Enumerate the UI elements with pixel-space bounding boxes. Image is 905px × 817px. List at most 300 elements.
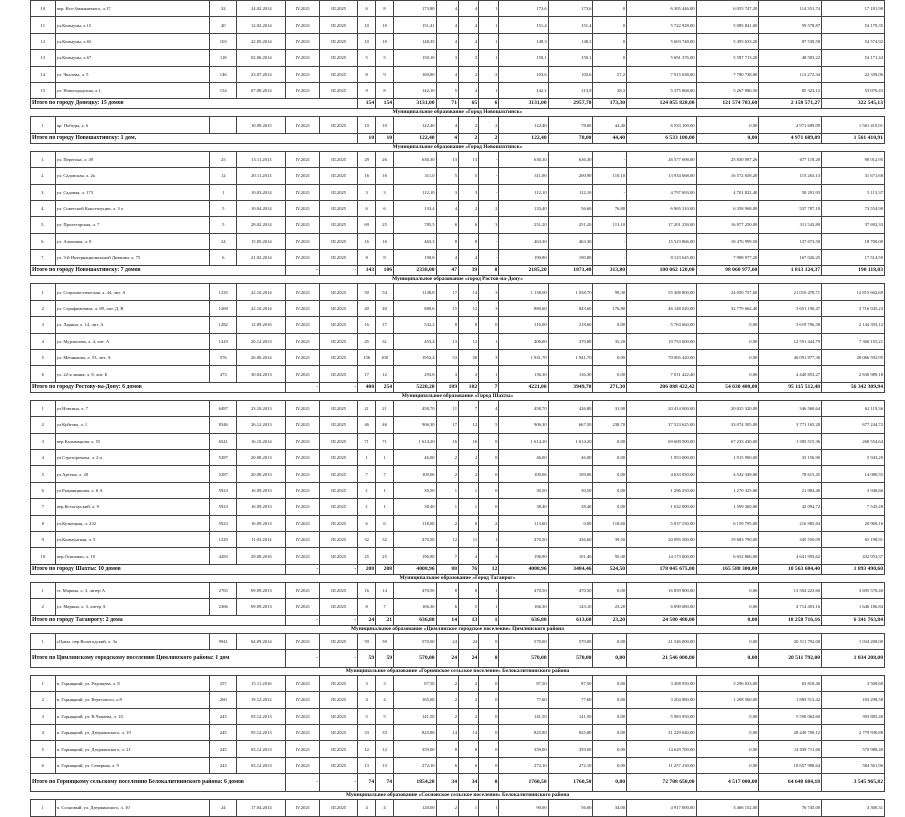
table-cell: 112,10 <box>394 184 437 200</box>
table-cell: IV.2021 <box>286 82 320 98</box>
table-cell: 0,00 <box>593 366 627 382</box>
table-cell: IV.2021 <box>286 582 320 598</box>
row-number-cell: 7. <box>31 250 56 266</box>
table-cell: 4 <box>436 250 458 266</box>
table-cell: 2 <box>436 449 458 465</box>
table-cell: 1 614,20 <box>548 433 593 449</box>
table-cell: 0,00 <box>593 482 627 498</box>
table-cell: 122,40 <box>394 117 437 133</box>
table-cell: 8 <box>459 317 479 333</box>
table-cell: 1 <box>459 499 479 515</box>
table-cell: 38,40 <box>548 499 593 515</box>
subtotal-cell: 0,00 <box>696 615 759 625</box>
table-cell: 677 118,28 <box>759 151 822 167</box>
row-number-cell: 2 <box>31 300 56 316</box>
table-cell: 0,00 <box>593 633 627 649</box>
row-number-cell: 1 <box>31 633 56 649</box>
table-cell: 1 <box>376 499 394 515</box>
table-cell: III.2025 <box>320 250 358 266</box>
subtotal-cell: 154 <box>376 99 394 109</box>
table-cell: 12.02.2014 <box>237 17 286 33</box>
table-cell: 19 683 790,00 <box>696 531 759 547</box>
table-cell: 5287 <box>210 466 237 482</box>
table-cell: 3 695 576,40 <box>822 582 885 598</box>
table-cell: III.2025 <box>320 692 358 708</box>
table-cell: 12 <box>358 741 376 757</box>
table-cell: 2 <box>479 117 499 133</box>
table-cell: 76,80 <box>593 200 627 216</box>
subtotal-cell: - <box>320 649 358 667</box>
table-cell: 16 <box>358 233 376 249</box>
table-cell: 28,3 <box>593 82 627 98</box>
table-cell: 636,30 <box>548 151 593 167</box>
table-cell: 113,9 <box>548 82 593 98</box>
table-cell: 118 <box>210 50 237 66</box>
table-cell: 56,60 <box>548 200 593 216</box>
table-cell: 293,8 <box>394 366 437 382</box>
table-cell: IV.2021 <box>286 400 320 416</box>
subtotal-cell: 613,60 <box>548 615 593 625</box>
table-cell: 2 630 989,18 <box>822 366 885 382</box>
table-cell: 24 <box>210 800 237 816</box>
table-row <box>31 250 885 266</box>
row-number-cell: 11 <box>31 17 56 33</box>
section-title: Муниципальное образование «город Ростов-на-Дону» <box>31 276 885 284</box>
subtotal-label: Итого по городу Таганрогу: 2 дома <box>31 615 286 625</box>
table-cell: 5 <box>358 50 376 66</box>
table-cell: III.2025 <box>320 499 358 515</box>
table-cell: 2 779 930,88 <box>822 725 885 741</box>
table-cell: 12 <box>376 741 394 757</box>
table-row <box>31 449 885 465</box>
table-cell: 17 201 239,00 <box>627 217 696 233</box>
table-cell: 8 <box>459 582 479 598</box>
table-cell: 148,3 <box>548 33 593 49</box>
table-cell: 109,06 <box>548 466 593 482</box>
address-cell: ул. Мечникова, л. 53, лит. А <box>55 350 210 366</box>
subtotal-label: Итого по городу Шахты: 10 домов <box>31 564 286 574</box>
table-cell: 2 <box>479 66 499 82</box>
subtotal-cell: 4 971 689,09 <box>759 133 822 143</box>
table-cell: IV.2021 <box>286 741 320 757</box>
table-cell: III.2025 <box>320 482 358 498</box>
table-cell: 5 <box>210 217 237 233</box>
table-cell: 112,10 <box>499 184 548 200</box>
table-cell: 3 <box>479 284 499 300</box>
table-cell: 245 <box>210 725 237 741</box>
table-cell: 3 500,60 <box>822 675 885 691</box>
table-cell: III.2025 <box>320 400 358 416</box>
table-cell: 57,2 <box>593 66 627 82</box>
table-cell: 26.12.2013 <box>237 417 286 433</box>
table-cell: 1952,4 <box>394 350 437 366</box>
table-cell: 14 058 711,60 <box>759 741 822 757</box>
subtotal-cell: 100 062 120,00 <box>627 266 696 276</box>
table-cell: 6 <box>358 200 376 216</box>
subtotal-row <box>31 133 885 143</box>
table-cell: 1 <box>479 333 499 349</box>
table-cell: 15.05.2014 <box>237 233 286 249</box>
address-cell: пер. Кто-Замыкаемого, л.17 <box>55 1 210 17</box>
table-cell: 25 <box>210 151 237 167</box>
table-cell: 6 159 795,00 <box>696 515 759 531</box>
table-cell: III.2025 <box>320 725 358 741</box>
subtotal-label: Итого по городу Ростову-на-Дону: 6 домов <box>31 382 286 392</box>
section-title: Муниципальное образование «Город Новошахтинск» <box>31 109 885 117</box>
table-cell: 13 <box>436 151 458 167</box>
row-number-cell: 2 <box>31 417 56 433</box>
table-cell: 12 815 662,69 <box>822 284 885 300</box>
table-cell: III.2025 <box>320 417 358 433</box>
table-cell: III.2025 <box>320 741 358 757</box>
table-cell: 29.08.2016 <box>237 548 286 564</box>
table-cell: 30,50 <box>499 482 548 498</box>
table-cell: 463,3 <box>394 233 437 249</box>
table-cell: 1 <box>479 800 499 816</box>
table-cell: 12 591 444,79 <box>759 333 822 349</box>
table-cell: 4 <box>479 400 499 416</box>
table-cell: 0,00 <box>593 675 627 691</box>
table-cell: 10 <box>376 17 394 33</box>
table-cell: 13 934 668,00 <box>627 168 696 184</box>
table-cell: 46,00 <box>499 449 548 465</box>
table-cell: III.2025 <box>320 1 358 17</box>
row-number-cell: 5. <box>31 217 56 233</box>
subtotal-cell: 2 158 571,27 <box>759 99 822 109</box>
table-cell: 90 012,95 <box>822 151 885 167</box>
table-cell: 23.07.2014 <box>237 66 286 82</box>
table-cell: 4 917 000,00 <box>627 800 696 816</box>
table-cell: 25 <box>358 548 376 564</box>
table-cell: III.2025 <box>320 599 358 615</box>
table-cell: 1 599 360,00 <box>696 499 759 515</box>
table-cell: IV.2021 <box>286 217 320 233</box>
table-cell: 20 095 500,00 <box>627 531 696 547</box>
table-cell: 77,60 <box>548 692 593 708</box>
table-cell: 18 700,00 <box>822 233 885 249</box>
table-cell: 56,00 <box>548 800 593 816</box>
address-cell: ул.Кузнецкая, л. 232 <box>55 515 210 531</box>
table-cell: 311,00 <box>499 168 548 184</box>
table-cell: 3 <box>459 50 479 66</box>
table-row <box>31 1 885 17</box>
table-cell: 11 <box>459 531 479 547</box>
table-cell: 154 <box>210 82 237 98</box>
table-cell: 143,10 <box>548 599 593 615</box>
table-cell: 136,30 <box>548 366 593 382</box>
subtotal-cell: 24 <box>358 615 376 625</box>
subtotal-label: Итого по городу Донецку: 15 домов <box>31 99 358 109</box>
table-cell: 110,10 <box>593 168 627 184</box>
subtotal-cell: 254 <box>376 382 394 392</box>
table-cell: 1 883 513,42 <box>759 692 822 708</box>
table-row <box>31 217 885 233</box>
table-cell: 17 514,50 <box>822 250 885 266</box>
table-cell: 100 <box>376 350 394 366</box>
address-cell: ул. Социалистическая, л. 44, лит. А <box>55 284 210 300</box>
table-cell: III.2025 <box>320 675 358 691</box>
table-cell: 141,50 <box>394 708 437 724</box>
table-cell: 825,80 <box>548 725 593 741</box>
subtotal-cell: 13 <box>459 615 479 625</box>
row-number-cell: 3 <box>31 708 56 724</box>
subtotal-cell: 636,80 <box>394 615 437 625</box>
table-cell: 2 <box>436 515 458 531</box>
table-cell: 21 010 478,71 <box>759 284 822 300</box>
address-cell: ул. Новогородская, л.1 <box>55 82 210 98</box>
table-cell: III.2025 <box>320 466 358 482</box>
table-cell: 3 <box>376 184 394 200</box>
table-cell: 0,00 <box>696 582 759 598</box>
table-cell: 33 156,90 <box>759 449 822 465</box>
table-cell: 103,6 <box>499 66 548 82</box>
section-header-row <box>31 574 885 582</box>
table-cell: 16 <box>358 168 376 184</box>
address-cell: п. Горняцкий, ул. Северная, л. 9 <box>55 757 210 773</box>
table-cell: 21 546 000,00 <box>627 633 696 649</box>
table-cell: 272,10 <box>394 757 437 773</box>
table-cell: 13 <box>358 757 376 773</box>
table-cell: 1 <box>376 482 394 498</box>
table-cell: 463,30 <box>548 233 593 249</box>
table-cell: 24 <box>210 233 237 249</box>
table-cell: 46,00 <box>548 449 593 465</box>
table-cell: 32 <box>376 531 394 547</box>
table-cell: 165,00 <box>394 692 437 708</box>
table-cell: 436,60 <box>548 531 593 547</box>
subtotal-cell: 34 <box>436 774 458 792</box>
row-number-cell: 6 <box>31 366 56 382</box>
table-cell: 8 <box>358 66 376 82</box>
table-cell: 11 257 230,00 <box>627 757 696 773</box>
table-cell: 268 554,64 <box>822 433 885 449</box>
table-cell: 46 148 020,00 <box>627 300 696 316</box>
subtotal-cell: 1 893 490,60 <box>822 564 885 574</box>
table-cell: 21.02.2014 <box>237 250 286 266</box>
table-cell: 22 339,06 <box>822 66 885 82</box>
table-cell: 5 267 086,50 <box>696 82 759 98</box>
table-cell: 7 780 738,00 <box>696 66 759 82</box>
subtotal-cell: 12 <box>479 564 499 574</box>
table-cell: 1 038,70 <box>548 284 593 300</box>
table-cell: 4 <box>376 800 394 816</box>
subtotal-cell: 124 055 820,00 <box>627 99 696 109</box>
table-cell: 6 890 680,00 <box>627 599 696 615</box>
address-cell: пер.Осипенко, л. 10 <box>55 548 210 564</box>
address-cell: пр. Победы, л. 6 <box>55 117 210 133</box>
table-cell: 142,1 <box>499 82 548 98</box>
table-cell: 87 539,58 <box>759 33 822 49</box>
table-cell: 3 771 165,28 <box>759 417 822 433</box>
subtotal-cell: 10 <box>358 133 376 143</box>
table-cell: 3 <box>479 300 499 316</box>
table-cell: 7 915 638,00 <box>627 66 696 82</box>
table-cell: 537 787,10 <box>759 200 822 216</box>
table-cell: III.2025 <box>320 515 358 531</box>
table-cell: 148,3 <box>499 33 548 49</box>
table-cell: 54 <box>376 284 394 300</box>
row-number-cell: 3 <box>31 317 56 333</box>
subtotal-cell: 2185,20 <box>499 266 548 276</box>
table-cell: 1235 <box>210 284 237 300</box>
table-cell: 251,20 <box>499 217 548 233</box>
table-cell: 109,06 <box>499 466 548 482</box>
table-cell: 21 <box>358 400 376 416</box>
table-cell: 59 <box>358 633 376 649</box>
subtotal-cell: 34 <box>459 774 479 792</box>
table-row <box>31 675 885 691</box>
table-row <box>31 17 885 33</box>
table-cell: 114 351,74 <box>759 1 822 17</box>
subtotal-cell: 2 <box>479 133 499 143</box>
address-cell: ул. Садовая, л. 173 <box>55 184 210 200</box>
subtotal-cell: 44,40 <box>593 133 627 143</box>
row-number-cell: 1 <box>31 284 56 300</box>
table-cell: 8 <box>358 250 376 266</box>
section-header-row <box>31 667 885 675</box>
table-row <box>31 515 885 531</box>
table-cell: 6 <box>459 217 479 233</box>
address-cell: ул. 3-й Интернациональной Дивизии, л. 75 <box>55 250 210 266</box>
table-cell: III.2025 <box>320 66 358 82</box>
table-cell: 7 988 977,20 <box>696 250 759 266</box>
row-number-cell: 10 <box>31 548 56 564</box>
table-cell: 22.05.2014 <box>237 33 286 49</box>
table-cell: III.2025 <box>320 168 358 184</box>
table-cell: 470,50 <box>548 582 593 598</box>
table-cell: 5 590 064,60 <box>759 708 822 724</box>
table-cell: 10 657 988,64 <box>759 757 822 773</box>
table-cell: 22.10.2014 <box>237 284 286 300</box>
table-cell: 8 <box>436 233 458 249</box>
table-cell: 02.06.2014 <box>237 50 286 66</box>
table-cell: 4 641 993,62 <box>759 548 822 564</box>
table-cell: 0 <box>479 433 499 449</box>
table-cell: 29 <box>358 151 376 167</box>
table-cell: III.2025 <box>320 184 358 200</box>
table-cell: 8 123 645,00 <box>627 250 696 266</box>
table-cell: 5 943,20 <box>822 449 885 465</box>
table-cell: 160,80 <box>394 66 437 82</box>
table-cell <box>210 117 237 133</box>
subtotal-cell: 20 511 792,00 <box>759 649 822 667</box>
table-cell: 4 <box>358 800 376 816</box>
subtotal-cell: 74 <box>358 774 376 792</box>
table-cell: 4 <box>459 17 479 33</box>
table-cell: 6 305 446,00 <box>627 1 696 17</box>
table-cell: 5 691 376,00 <box>627 50 696 66</box>
table-cell: 14 <box>459 284 479 300</box>
subtotal-cell: 2957,70 <box>548 99 593 109</box>
table-cell: 825,80 <box>499 725 548 741</box>
table-cell: 470,50 <box>499 531 548 547</box>
table-cell: 16 <box>459 433 479 449</box>
table-cell: 5 <box>436 82 458 98</box>
table-cell: 6 <box>436 217 458 233</box>
table-cell: 0,00 <box>593 582 627 598</box>
table-cell: 33 <box>358 725 376 741</box>
table-cell: 6 <box>459 757 479 773</box>
table-cell: 8 <box>436 582 458 598</box>
table-cell: 4 <box>436 17 458 33</box>
table-cell: 3 <box>436 184 458 200</box>
subtotal-cell: 3131,00 <box>394 99 437 109</box>
row-number-cell: 2 <box>31 599 56 615</box>
table-cell: 103,6 <box>548 66 593 82</box>
subtotal-cell: 165 588 300,00 <box>696 564 759 574</box>
subtotal-cell: 102 <box>459 382 479 392</box>
table-cell: III.2025 <box>320 800 358 816</box>
table-cell: - <box>593 233 627 249</box>
table-cell: 16 572 658,20 <box>696 168 759 184</box>
table-cell: 166,30 <box>394 599 437 615</box>
table-cell: 10 <box>358 17 376 33</box>
table-cell: - <box>479 250 499 266</box>
table-cell: 190,80 <box>548 250 593 266</box>
table-cell: 03.12.2013 <box>237 741 286 757</box>
table-cell: III.2025 <box>320 531 358 547</box>
table-cell: 17 <box>436 417 458 433</box>
table-cell: 116,00 <box>499 317 548 333</box>
table-cell: 0,00 <box>696 350 759 366</box>
table-cell: 33 <box>376 725 394 741</box>
table-row <box>31 168 885 184</box>
subtotal-cell: 636,80 <box>499 615 548 625</box>
subtotal-cell: 313,80 <box>593 266 627 276</box>
table-cell: 1282 <box>210 317 237 333</box>
table-cell: 58 291,93 <box>759 184 822 200</box>
table-row <box>31 757 885 773</box>
subtotal-cell: 24 <box>459 649 479 667</box>
table-cell: 39,50 <box>593 531 627 547</box>
table-cell: 4 <box>376 692 394 708</box>
table-cell: 0 <box>593 50 627 66</box>
table-cell: 53 <box>436 350 458 366</box>
table-cell: 85 323,12 <box>759 82 822 98</box>
subtotal-cell: 59 <box>376 649 394 667</box>
row-number-cell: 5 <box>31 466 56 482</box>
table-cell: 109,06 <box>394 466 437 482</box>
table-cell: IV.2021 <box>286 117 320 133</box>
table-cell: IV.2021 <box>286 151 320 167</box>
subtotal-cell: 1854,20 <box>394 774 437 792</box>
subtotal-cell: 109 <box>436 382 458 392</box>
table-cell: 2 <box>459 708 479 724</box>
table-cell: IV.2021 <box>286 184 320 200</box>
table-cell: 176,80 <box>593 300 627 316</box>
subtotal-cell: 1 561 410,91 <box>822 133 885 143</box>
row-number-cell: 1 <box>31 117 56 133</box>
subtotal-cell: - <box>286 649 320 667</box>
table-cell: III.2025 <box>320 117 358 133</box>
table-cell: IV.2021 <box>286 692 320 708</box>
table-cell: 67 233 430,00 <box>696 433 759 449</box>
subtotal-cell: 5220,20 <box>394 382 437 392</box>
table-cell: 251,20 <box>548 217 593 233</box>
table-cell: 0 <box>593 17 627 33</box>
table-cell: 570 988,40 <box>822 741 885 757</box>
table-cell: 6541 <box>210 433 237 449</box>
section-title: Муниципальное образование «Город Таганрог» <box>31 574 885 582</box>
subtotal-cell: 106 <box>376 266 394 276</box>
table-cell: 0,00 <box>593 317 627 333</box>
table-cell: 31,90 <box>593 400 627 416</box>
subtotal-cell: 23,20 <box>593 615 627 625</box>
subtotal-cell: 0,00 <box>696 133 759 143</box>
address-cell: ул.Артема, л. 20 <box>55 466 210 482</box>
table-cell: 0 <box>479 317 499 333</box>
address-cell: ул. Чкалова, л. 5 <box>55 66 210 82</box>
